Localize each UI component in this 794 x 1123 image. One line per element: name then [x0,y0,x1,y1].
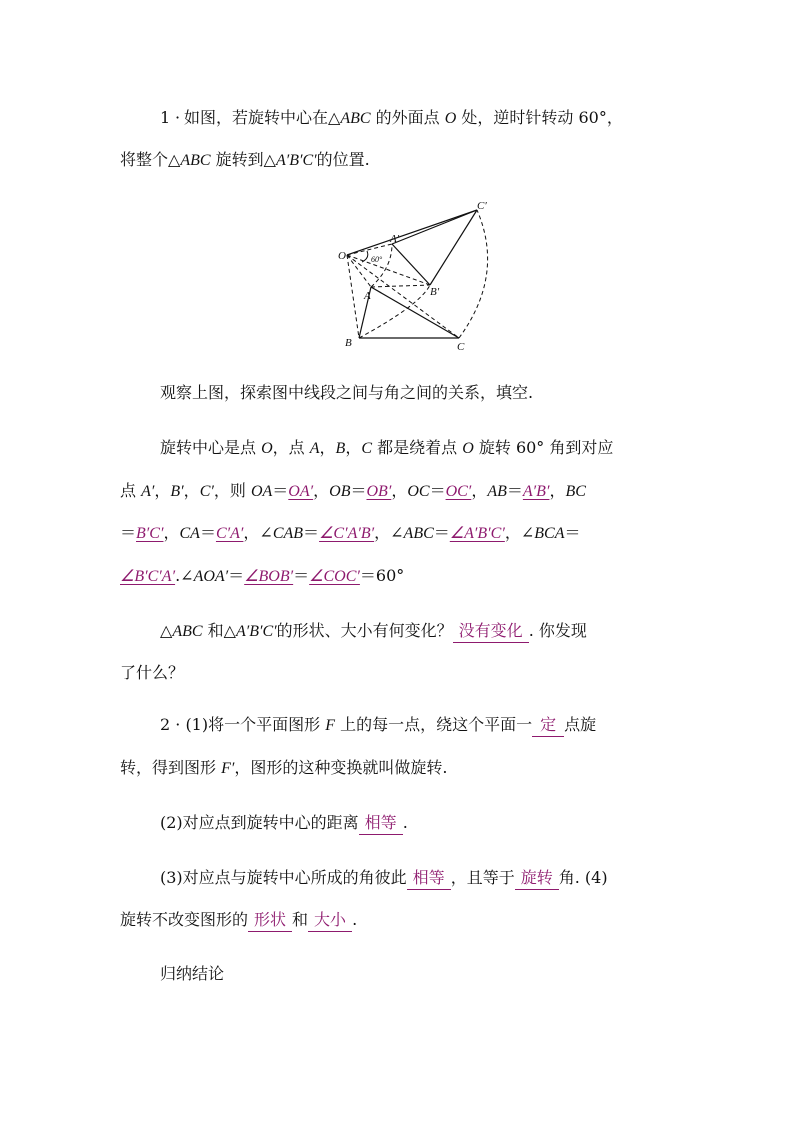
answer-fixed: 定 [532,715,564,737]
answer-angle-cab-prime: ∠C′A′B′ [319,525,375,542]
seg-ob1 [347,255,430,285]
seg-b1c1 [430,210,477,285]
seg-aux-1 [371,285,430,287]
answer-angle-abc-prime: ∠A′B′C′ [449,525,505,542]
label-o: O [338,250,346,262]
answer-ab-prime: A′B′ [522,483,550,500]
label-angle: 60° [371,255,383,264]
answer-angle-bca-prime: ∠B′C′A′ [120,568,176,585]
arc-cc1 [459,210,488,338]
q2-text-2: 转，得到图形 F′，图形的这种变换就叫做旋转. [120,758,448,777]
answer-angle-coc-prime: ∠COC′ [309,568,360,585]
label-a: A [364,290,371,302]
answer-oc-prime: OC′ [445,483,472,500]
answer-ob-prime: OB′ [366,483,392,500]
seg-oc1 [347,210,477,255]
angle-arc [362,251,368,262]
answer-rotation: 旋转 [515,868,559,890]
label-b: B [345,337,352,349]
label-b-prime: B′ [430,286,440,298]
shape-text-1: △ABC 和△A′B′C′的形状、大小有何变化？ 没有变化 . 你发现 [160,619,587,644]
answer-shape: 形状 [248,910,292,932]
seg-a1c1 [392,210,477,244]
fill-text-1: 旋转中心是点 O，点 A，B，C 都是绕着点 O 旋转 60° 角到对应 [160,438,614,457]
arc-bb1 [359,285,430,338]
shape-text-2: 了什么？ [120,663,185,682]
seg-a1b1 [392,244,430,285]
seg-ac [371,287,459,338]
q2-text-4: (3)对应点与旋转中心所成的角彼此 相等 ，且等于 旋转 角. (4) [160,866,608,890]
answer-equal-distance: 相等 [359,813,403,835]
answer-ca-prime: C′A′ [215,525,244,542]
seg-ob [347,255,359,338]
answer-bc-prime: B′C′ [136,525,164,542]
q1-number: 1 [160,108,171,127]
seg-oc [347,255,459,338]
arc-aa1 [371,244,392,287]
answer-equal-angle: 相等 [407,868,451,890]
fill-text-3: ＝B′C′，CA＝C′A′，∠CAB＝∠C′A′B′，∠ABC＝∠A′B′C′，∠BCA＝ [120,523,581,542]
answer-size: 大小 [308,910,352,932]
conclusion-heading: 归纳结论 [160,964,225,983]
q2-text-3: (2)对应点到旋转中心的距离 相等 . [160,811,408,835]
seg-oa1 [347,244,392,255]
observe-text: 观察上图，探索图中线段之间与角之间的关系，填空. [160,383,534,402]
q1-text-2: 将整个△ABC 旋转到△A′B′C′的位置. [120,150,370,169]
label-c: C [457,341,465,353]
seg-oa [347,255,371,287]
fill-text-4: ∠B′C′A′.∠AOA′＝∠BOB′＝∠COC′＝60° [120,566,405,585]
answer-no-change: 没有变化 [453,621,529,643]
q2-text-5: 旋转不改变图形的 形状 和 大小 . [120,908,357,932]
label-c-prime: C′ [477,200,487,212]
label-a-prime: A′ [390,233,400,245]
q2-text-1: 2 · (1)将一个平面图形 F 上的每一点，绕这个平面一 定 点旋 [160,713,596,738]
q1-text: 如图，若旋转中心在△ABC 的外面点 O 处，逆时针转动 60°， [184,108,623,127]
answer-oa-prime: OA′ [288,483,314,500]
answer-angle-bob-prime: ∠BOB′ [244,568,294,585]
fill-text-2: 点 A′，B′，C′，则 OA＝OA′，OB＝OB′，OC＝OC′，AB＝A′B′，BC [120,481,586,500]
q1-dot: · [175,108,181,127]
seg-ab [359,287,371,338]
